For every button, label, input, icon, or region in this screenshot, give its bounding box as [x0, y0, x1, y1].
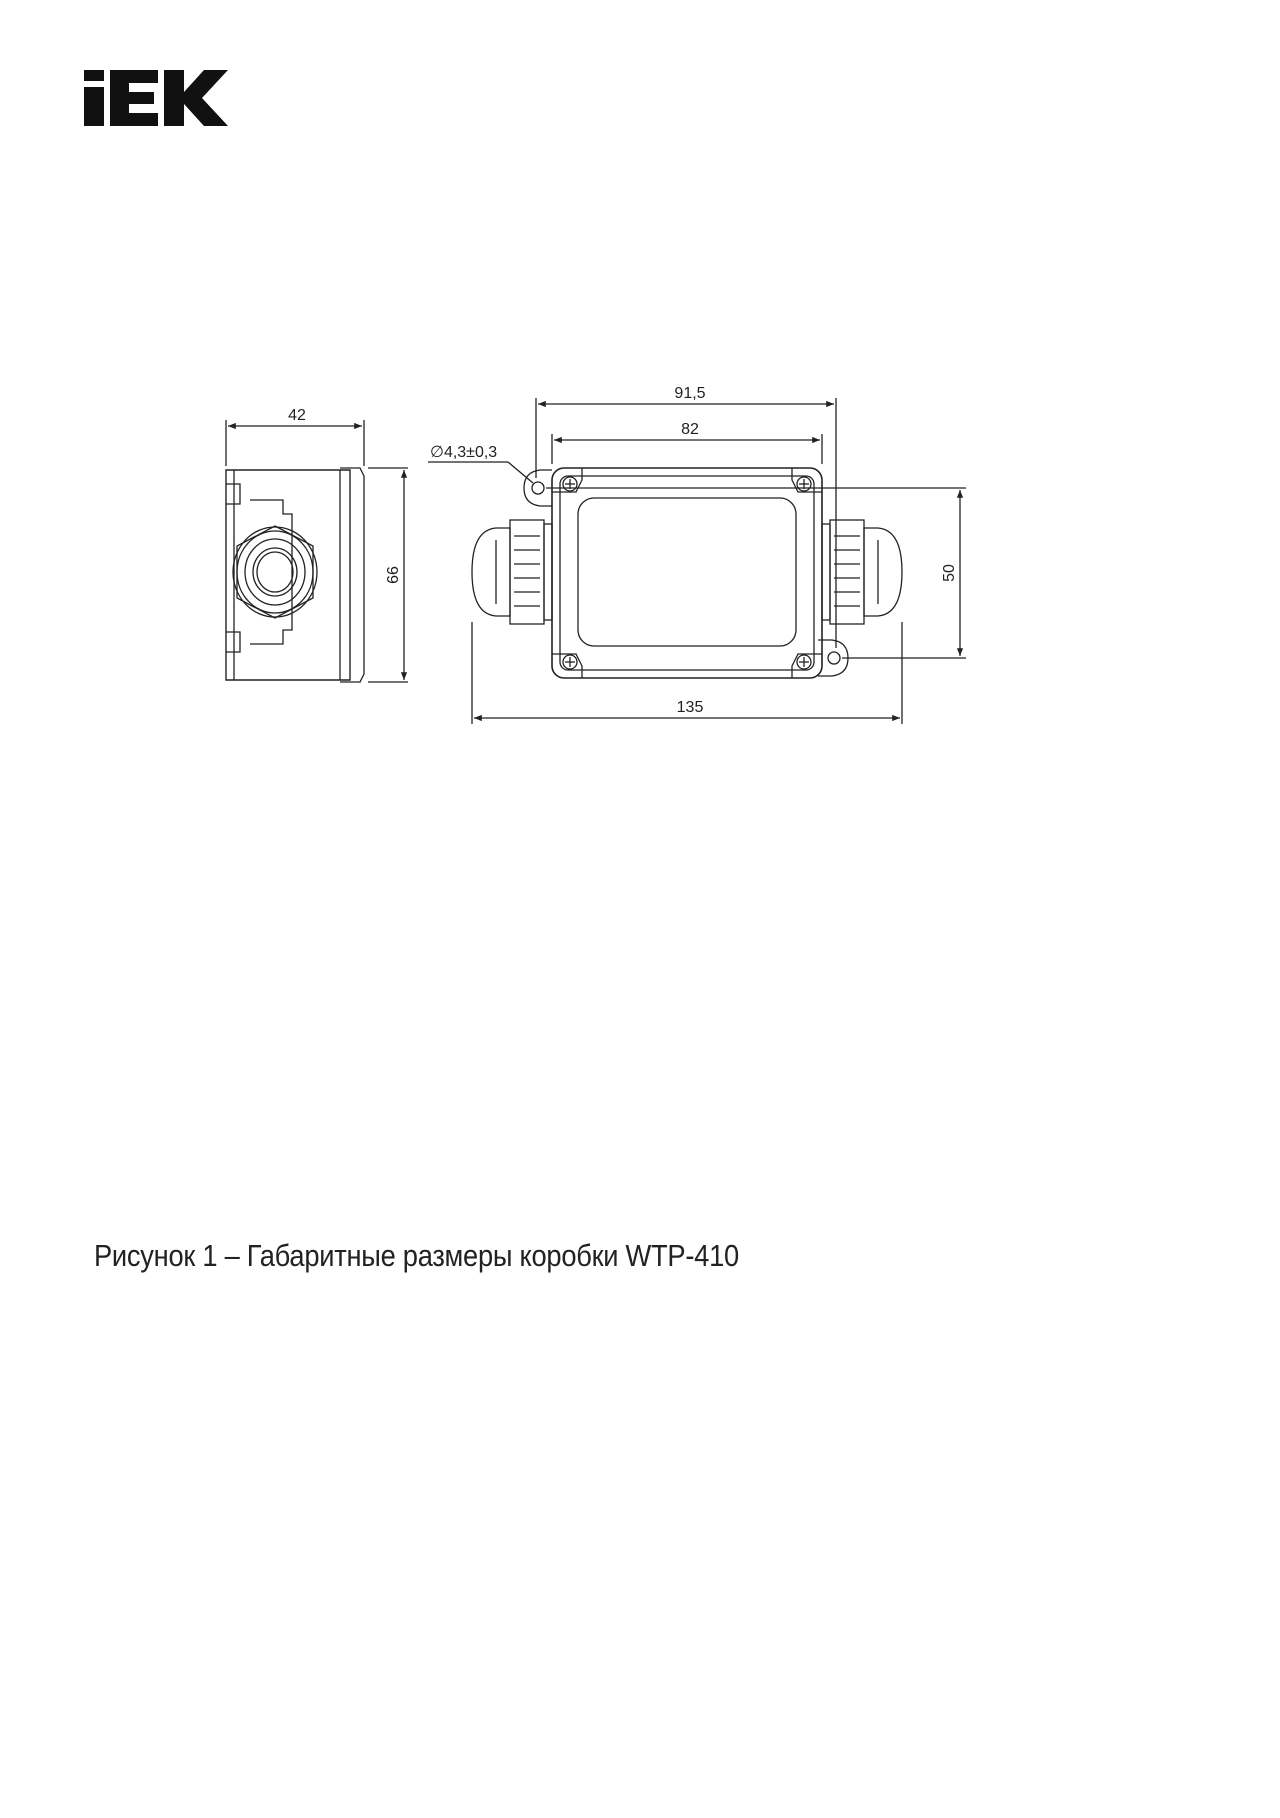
label-42: 42 — [288, 407, 306, 424]
label-82: 82 — [681, 421, 699, 438]
gland-right — [822, 520, 902, 624]
dim-body-width — [552, 434, 822, 464]
screws — [563, 477, 811, 669]
label-50: 50 — [941, 564, 958, 582]
label-91-5: 91,5 — [674, 385, 706, 402]
dim-mounting-height — [546, 488, 966, 658]
label-135: 135 — [676, 699, 704, 716]
front-view — [472, 468, 902, 678]
dim-hole-leader — [428, 462, 533, 483]
label-66: 66 — [385, 566, 402, 584]
dimension-drawing — [0, 360, 1280, 740]
dim-side-width — [226, 420, 364, 466]
figure-caption: Рисунок 1 – Габаритные размеры коробки WTP-410 — [94, 1238, 739, 1273]
gland-left — [472, 520, 552, 624]
side-view — [226, 468, 364, 682]
iek-logo — [84, 70, 228, 126]
label-hole-diameter: ∅4,3±0,3 — [430, 444, 498, 461]
